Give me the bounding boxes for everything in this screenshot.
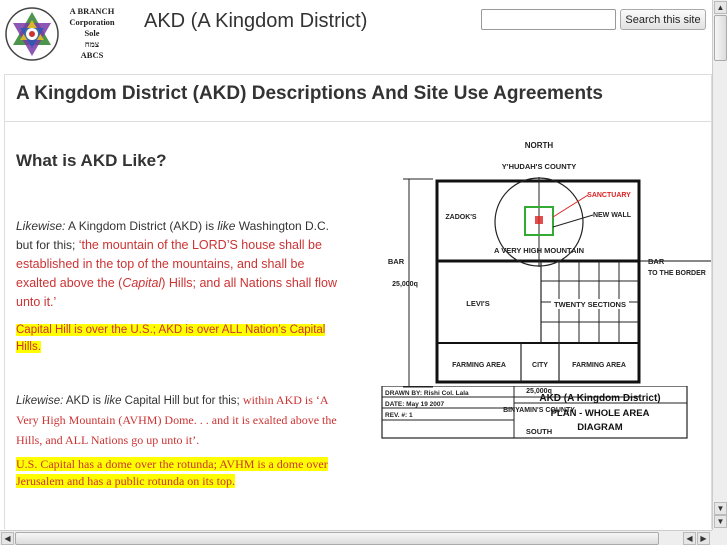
- label-zadok: ZADOK'S: [445, 214, 477, 221]
- label-farming-right: FARMING AREA: [572, 362, 626, 369]
- label-bottom-county: BINYAMIN'S COUNTY: [503, 407, 575, 414]
- akd-plan-diagram[interactable]: [383, 137, 712, 520]
- paragraph-likewise-1: [16, 217, 346, 312]
- horizontal-scroll-thumb[interactable]: [15, 532, 659, 545]
- label-twenty-sections: TWENTY SECTIONS: [554, 300, 626, 309]
- sanctuary-marker: [535, 216, 543, 224]
- label-new-wall: NEW WALL: [592, 212, 632, 219]
- body-text: Capital Hill but for this;: [121, 395, 243, 407]
- scripture-quote-italic: Capital: [122, 276, 162, 290]
- vertical-scroll-thumb[interactable]: [714, 15, 727, 61]
- new-wall-pointer: [553, 215, 593, 227]
- scroll-left-arrow-icon[interactable]: ◀: [1, 532, 14, 545]
- highlight-text: U.S. Capital has a dome over the rotunda; AVHM is a dome over Jerusalem and has a public rotunda on its top.: [16, 457, 328, 488]
- corp-line: ABCS: [80, 50, 104, 60]
- label-dim-bottom: 25,000q: [526, 388, 552, 395]
- italic-text: like: [217, 219, 236, 233]
- corp-line: A BRANCH: [69, 6, 115, 16]
- label-city: CITY: [532, 362, 548, 369]
- diagram-title-line3: DIAGRAM: [577, 422, 623, 433]
- drawing-date: DATE: May 19 2007: [385, 401, 445, 408]
- main-content: [4, 74, 712, 529]
- scroll-left-arrow-icon[interactable]: ◀: [683, 532, 696, 545]
- label-bar-right: BAR: [648, 257, 665, 266]
- corporation-name: [62, 6, 122, 61]
- italic-text: Likewise:: [16, 219, 66, 233]
- body-text: A Kingdom District (AKD) is: [65, 219, 218, 233]
- label-mountain: A VERY HIGH MOUNTAIN: [493, 246, 585, 255]
- highlighted-note-2: [16, 456, 346, 490]
- label-farming-left: FARMING AREA: [452, 362, 506, 369]
- scroll-down-arrow-icon[interactable]: ▼: [714, 515, 727, 528]
- page-title: A Kingdom District (AKD) Descriptions And Site Use Agreements: [16, 83, 603, 104]
- search-input[interactable]: [481, 9, 616, 30]
- site-title[interactable]: AKD (A Kingdom District): [144, 10, 368, 32]
- highlighted-note-1: [16, 322, 346, 356]
- highlight-text: Capital Hill is over the U.S.; AKD is over ALL Nation’s Capital Hills.: [16, 324, 326, 353]
- label-to-border: TO THE BORDER: [648, 270, 706, 277]
- corp-line: Sole: [84, 28, 100, 38]
- italic-text: Likewise:: [16, 395, 64, 407]
- horizontal-scrollbar[interactable]: [0, 530, 712, 545]
- body-text: AKD is: [63, 395, 105, 407]
- label-levis: LEVI'S: [466, 299, 490, 308]
- italic-text: like: [104, 395, 122, 407]
- diagram-title-line1: AKD (A Kingdom District): [539, 393, 661, 404]
- scripture-quote: ) Hills; and all Nations shall flow unto it.’: [16, 276, 338, 309]
- scroll-right-arrow-icon[interactable]: ▶: [697, 532, 710, 545]
- paragraph-likewise-2: [16, 391, 346, 451]
- body-text: Washington D.C. but for this;: [16, 219, 330, 252]
- label-bar-left: BAR: [387, 257, 405, 266]
- section-heading: What is AKD Like?: [16, 151, 167, 170]
- label-top-county: Y'HUDAH'S COUNTY: [501, 162, 577, 171]
- star-of-david-logo-icon[interactable]: [4, 6, 60, 62]
- corp-line: Corporation: [69, 17, 115, 27]
- drawn-by: DRAWN BY: Rishi Col. Lala: [385, 390, 469, 397]
- corp-line: צמח: [84, 39, 100, 49]
- diagram-title-block: [378, 386, 708, 458]
- label-sanctuary: SANCTUARY: [587, 192, 631, 199]
- vertical-scrollbar[interactable]: [712, 0, 727, 530]
- site-header: [0, 0, 712, 70]
- scroll-down-arrow-icon[interactable]: ▼: [714, 502, 727, 515]
- divider: [5, 121, 711, 122]
- scripture-quote: ‘the mountain of the LORD’S house shall be established in the top of the mountains, and shall be exalted above the (: [16, 238, 322, 290]
- diagram-title-line2: PLAN - WHOLE AREA: [550, 408, 650, 419]
- label-dim-left: 25,000q: [392, 281, 418, 288]
- search-button[interactable]: Search this site: [620, 9, 706, 30]
- label-south: SOUTH: [525, 427, 553, 436]
- scrollbar-corner: [712, 530, 727, 545]
- label-north: NORTH: [524, 141, 554, 150]
- scripture-quote: within AKD is ‘A Very High Mountain (AVHM) Dome. . . and it is exalted above the Hills, and ALL Nations go up unto it’.: [16, 393, 337, 447]
- scroll-up-arrow-icon[interactable]: ▲: [714, 1, 727, 14]
- revision: REV. #: 1: [385, 412, 413, 419]
